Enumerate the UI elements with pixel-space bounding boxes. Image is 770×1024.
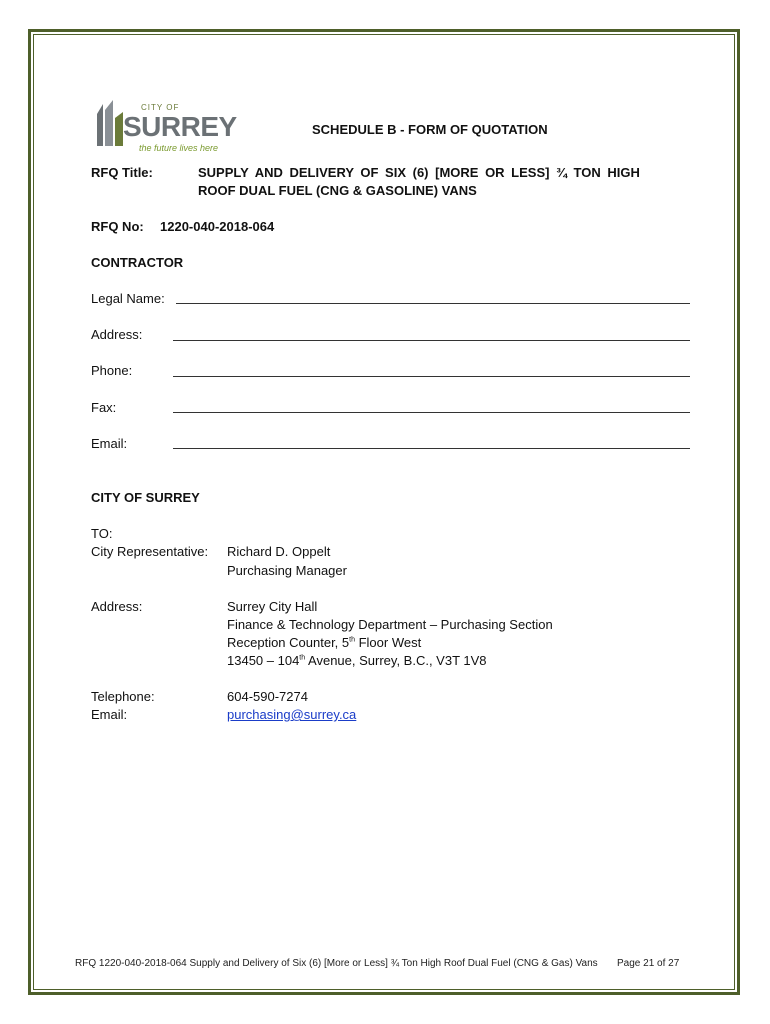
city-address-line4: [227, 653, 487, 668]
addr4-sup: th: [299, 654, 306, 662]
address-label: Address:: [91, 327, 143, 342]
to-label: TO:: [91, 526, 113, 541]
addr3-sup: th: [349, 636, 355, 644]
city-rep-name: Richard D. Oppelt: [227, 544, 331, 559]
contractor-heading: CONTRACTOR: [91, 255, 184, 270]
logo-city-of: CITY OF: [141, 103, 180, 112]
city-email-label: Email:: [91, 707, 128, 722]
page-title: SCHEDULE B - FORM OF QUOTATION: [312, 122, 548, 137]
city-logo: [93, 98, 243, 156]
email-field[interactable]: [173, 448, 690, 449]
city-address-label: Address:: [91, 599, 143, 614]
telephone-value: 604-590-7274: [227, 689, 308, 704]
city-rep-label: City Representative:: [91, 544, 209, 559]
city-hall-icon: [93, 100, 127, 150]
phone-label: Phone:: [91, 363, 133, 378]
rfq-no-label: RFQ No:: [91, 219, 144, 234]
logo-tagline: the future lives here: [139, 143, 219, 153]
rfq-no-value: 1220-040-2018-064: [160, 219, 275, 234]
city-address-line3: [227, 635, 421, 650]
email-label: Email:: [91, 436, 128, 451]
addr3-text: Reception Counter, 5: [227, 635, 350, 650]
fax-field[interactable]: [173, 412, 690, 413]
footer-description: RFQ 1220-040-2018-064 Supply and Delivery of Six (6) [More or Less] ¾ Ton High Roof Dual Fuel (CNG & Gas) Vans: [75, 958, 598, 969]
telephone-label: Telephone:: [91, 689, 155, 704]
addr3-text-end: Floor West: [354, 635, 422, 650]
rfq-title-label: RFQ Title:: [91, 165, 153, 180]
rfq-title-line2: ROOF DUAL FUEL (CNG & GASOLINE) VANS: [198, 183, 477, 198]
address-field[interactable]: [173, 340, 690, 341]
phone-field[interactable]: [173, 376, 690, 377]
fax-label: Fax:: [91, 400, 117, 415]
city-address-line1: Surrey City Hall: [227, 599, 318, 614]
city-rep-title: Purchasing Manager: [227, 563, 347, 578]
rfq-title-line1: [198, 165, 674, 180]
city-email-link[interactable]: purchasing@surrey.ca: [227, 707, 357, 722]
legal-name-field[interactable]: [176, 303, 690, 304]
rfq-title-text-1: SUPPLY AND DELIVERY OF SIX (6) [MORE OR LESS] ¾ TON HIGH: [198, 165, 640, 180]
addr4-text-end: Avenue, Surrey, B.C., V3T 1V8: [305, 653, 487, 668]
footer-page-number: Page 21 of 27: [617, 958, 680, 969]
addr4-text: 13450 – 104: [227, 653, 300, 668]
legal-name-label: Legal Name:: [91, 291, 165, 306]
city-address-line2: Finance & Technology Department – Purchasing Section: [227, 617, 553, 632]
logo-name: SURREY: [123, 111, 237, 142]
city-heading: CITY OF SURREY: [91, 490, 200, 505]
